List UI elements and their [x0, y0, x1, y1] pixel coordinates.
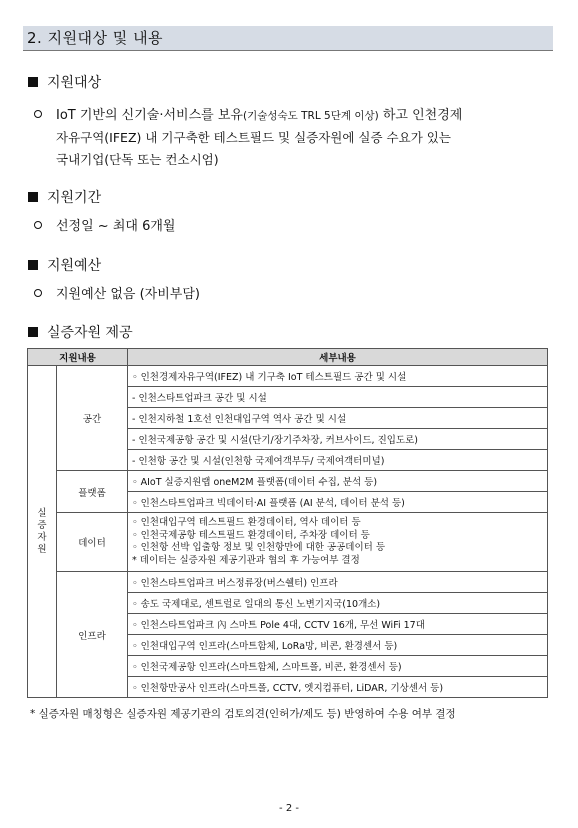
heading-support-period — [28, 187, 101, 207]
section-title: 2. 지원대상 및 내용 — [27, 29, 164, 47]
group-infra: 인프라 — [57, 572, 128, 698]
table-cell: ◦ 인천경제자유구역(IFEZ) 내 기구축 IoT 테스트필드 공간 및 시설 — [128, 366, 548, 387]
group-space: 공간 — [57, 366, 128, 471]
group-data: 데이터 — [57, 513, 128, 572]
square-bullet-icon — [28, 260, 38, 270]
table-cell: - 인천지하철 1호선 인천대입구역 역사 공간 및 시설 — [128, 408, 548, 429]
page-number: - 2 - — [279, 803, 299, 814]
square-bullet-icon — [28, 327, 38, 337]
header-support-content: 지원내용 — [28, 349, 128, 366]
table-cell: ◦ 인천항만공사 인프라(스마트폴, CCTV, 엣지컴퓨터, LiDAR, 기상센서 등) — [128, 677, 548, 698]
bullet-text: IoT 기반의 신기술·서비스를 보유 — [56, 108, 243, 123]
table-cell: - 인천항 공간 및 시설(인천항 국제여객부두/ 국제여객터미널) — [128, 450, 548, 471]
footnote: * 실증자원 매칭형은 실증자원 제공기관의 검토의견(인허가/제도 등) 반영하여 수용 여부 결정 — [30, 708, 456, 720]
bullet-small-text: (기술성숙도 TRL 5단계 이상) — [242, 110, 379, 122]
heading-support-target — [28, 72, 101, 92]
group-platform: 플랫폼 — [57, 471, 128, 513]
circle-bullet-icon — [34, 110, 42, 118]
heading-resources — [28, 322, 133, 342]
heading-text: 실증자원 제공 — [47, 325, 133, 341]
heading-text: 지원대상 — [47, 75, 102, 91]
bullet-text-rest: 하고 인천경제 — [378, 108, 463, 123]
section-title-bar — [23, 26, 553, 51]
table-cell: ◦ 인천대입구역 인프라(스마트함체, LoRa망, 비콘, 환경센서 등) — [128, 635, 548, 656]
table-cell: ◦ 인천국제공항 인프라(스마트함체, 스마트폴, 비콘, 환경센서 등) — [128, 656, 548, 677]
circle-bullet-icon — [34, 289, 42, 297]
table-cell: ◦ 인천스타트업파크 버스정류장(버스쉘터) 인프라 — [128, 572, 548, 593]
data-note: * 데이터는 실증자원 제공기관과 협의 후 가능여부 결정 — [132, 554, 360, 566]
category-cell — [28, 366, 57, 698]
table-cell: - 인천국제공항 공간 및 시설(단기/장기주차장, 커브사이드, 진입도로) — [128, 429, 548, 450]
table-row — [28, 471, 548, 492]
data-line: ◦ 인천국제공항 테스트필드 환경데이터, 주차장 데이터 등 — [132, 529, 370, 541]
resources-table — [27, 348, 548, 698]
circle-bullet-icon — [34, 221, 42, 229]
data-line: ◦ 인천대입구역 테스트필드 환경데이터, 역사 데이터 등 — [132, 517, 361, 528]
table-cell: ◦ 인천스타트업파크 內 스마트 Pole 4대, CCTV 16개, 무선 WiFi 17대 — [128, 614, 548, 635]
heading-support-budget — [28, 255, 101, 275]
table-header-row — [28, 349, 548, 366]
table-row — [28, 572, 548, 593]
table-cell: ◦ 인천스타트업파크 빅데이터·AI 플랫폼 (AI 분석, 데이터 분석 등) — [128, 492, 548, 513]
heading-text: 지원기간 — [47, 190, 102, 206]
header-details: 세부내용 — [128, 349, 548, 366]
table-cell: ◦ AIoT 실증지원랩 oneM2M 플랫폼(데이터 수집, 분석 등) — [128, 471, 548, 492]
data-line: ◦ 인천항 선박 입출항 정보 및 인천항만에 대한 공공데이터 등 — [132, 542, 386, 553]
bullet-text: 지원예산 없음 (자비부담) — [56, 287, 200, 302]
table-row — [28, 513, 548, 572]
square-bullet-icon — [28, 77, 38, 87]
table-cell: - 인천스타트업파크 공간 및 시설 — [128, 387, 548, 408]
heading-text: 지원예산 — [47, 258, 102, 274]
bullet-text: 선정일 ~ 최대 6개월 — [56, 219, 176, 234]
table-cell: ◦ 송도 국제대로, 센트럴로 일대의 통신 노변기지국(10개소) — [128, 593, 548, 614]
bullet-continuation-1: 자유구역(IFEZ) 내 기구축한 테스트필드 및 실증자원에 실증 수요가 있는 — [56, 130, 451, 145]
table-row — [28, 366, 548, 387]
category-label: 실증자원 — [37, 507, 47, 555]
table-cell-data — [128, 513, 548, 572]
bullet-continuation-2: 국내기업(단독 또는 컨소시엄) — [56, 152, 219, 167]
square-bullet-icon — [28, 192, 38, 202]
